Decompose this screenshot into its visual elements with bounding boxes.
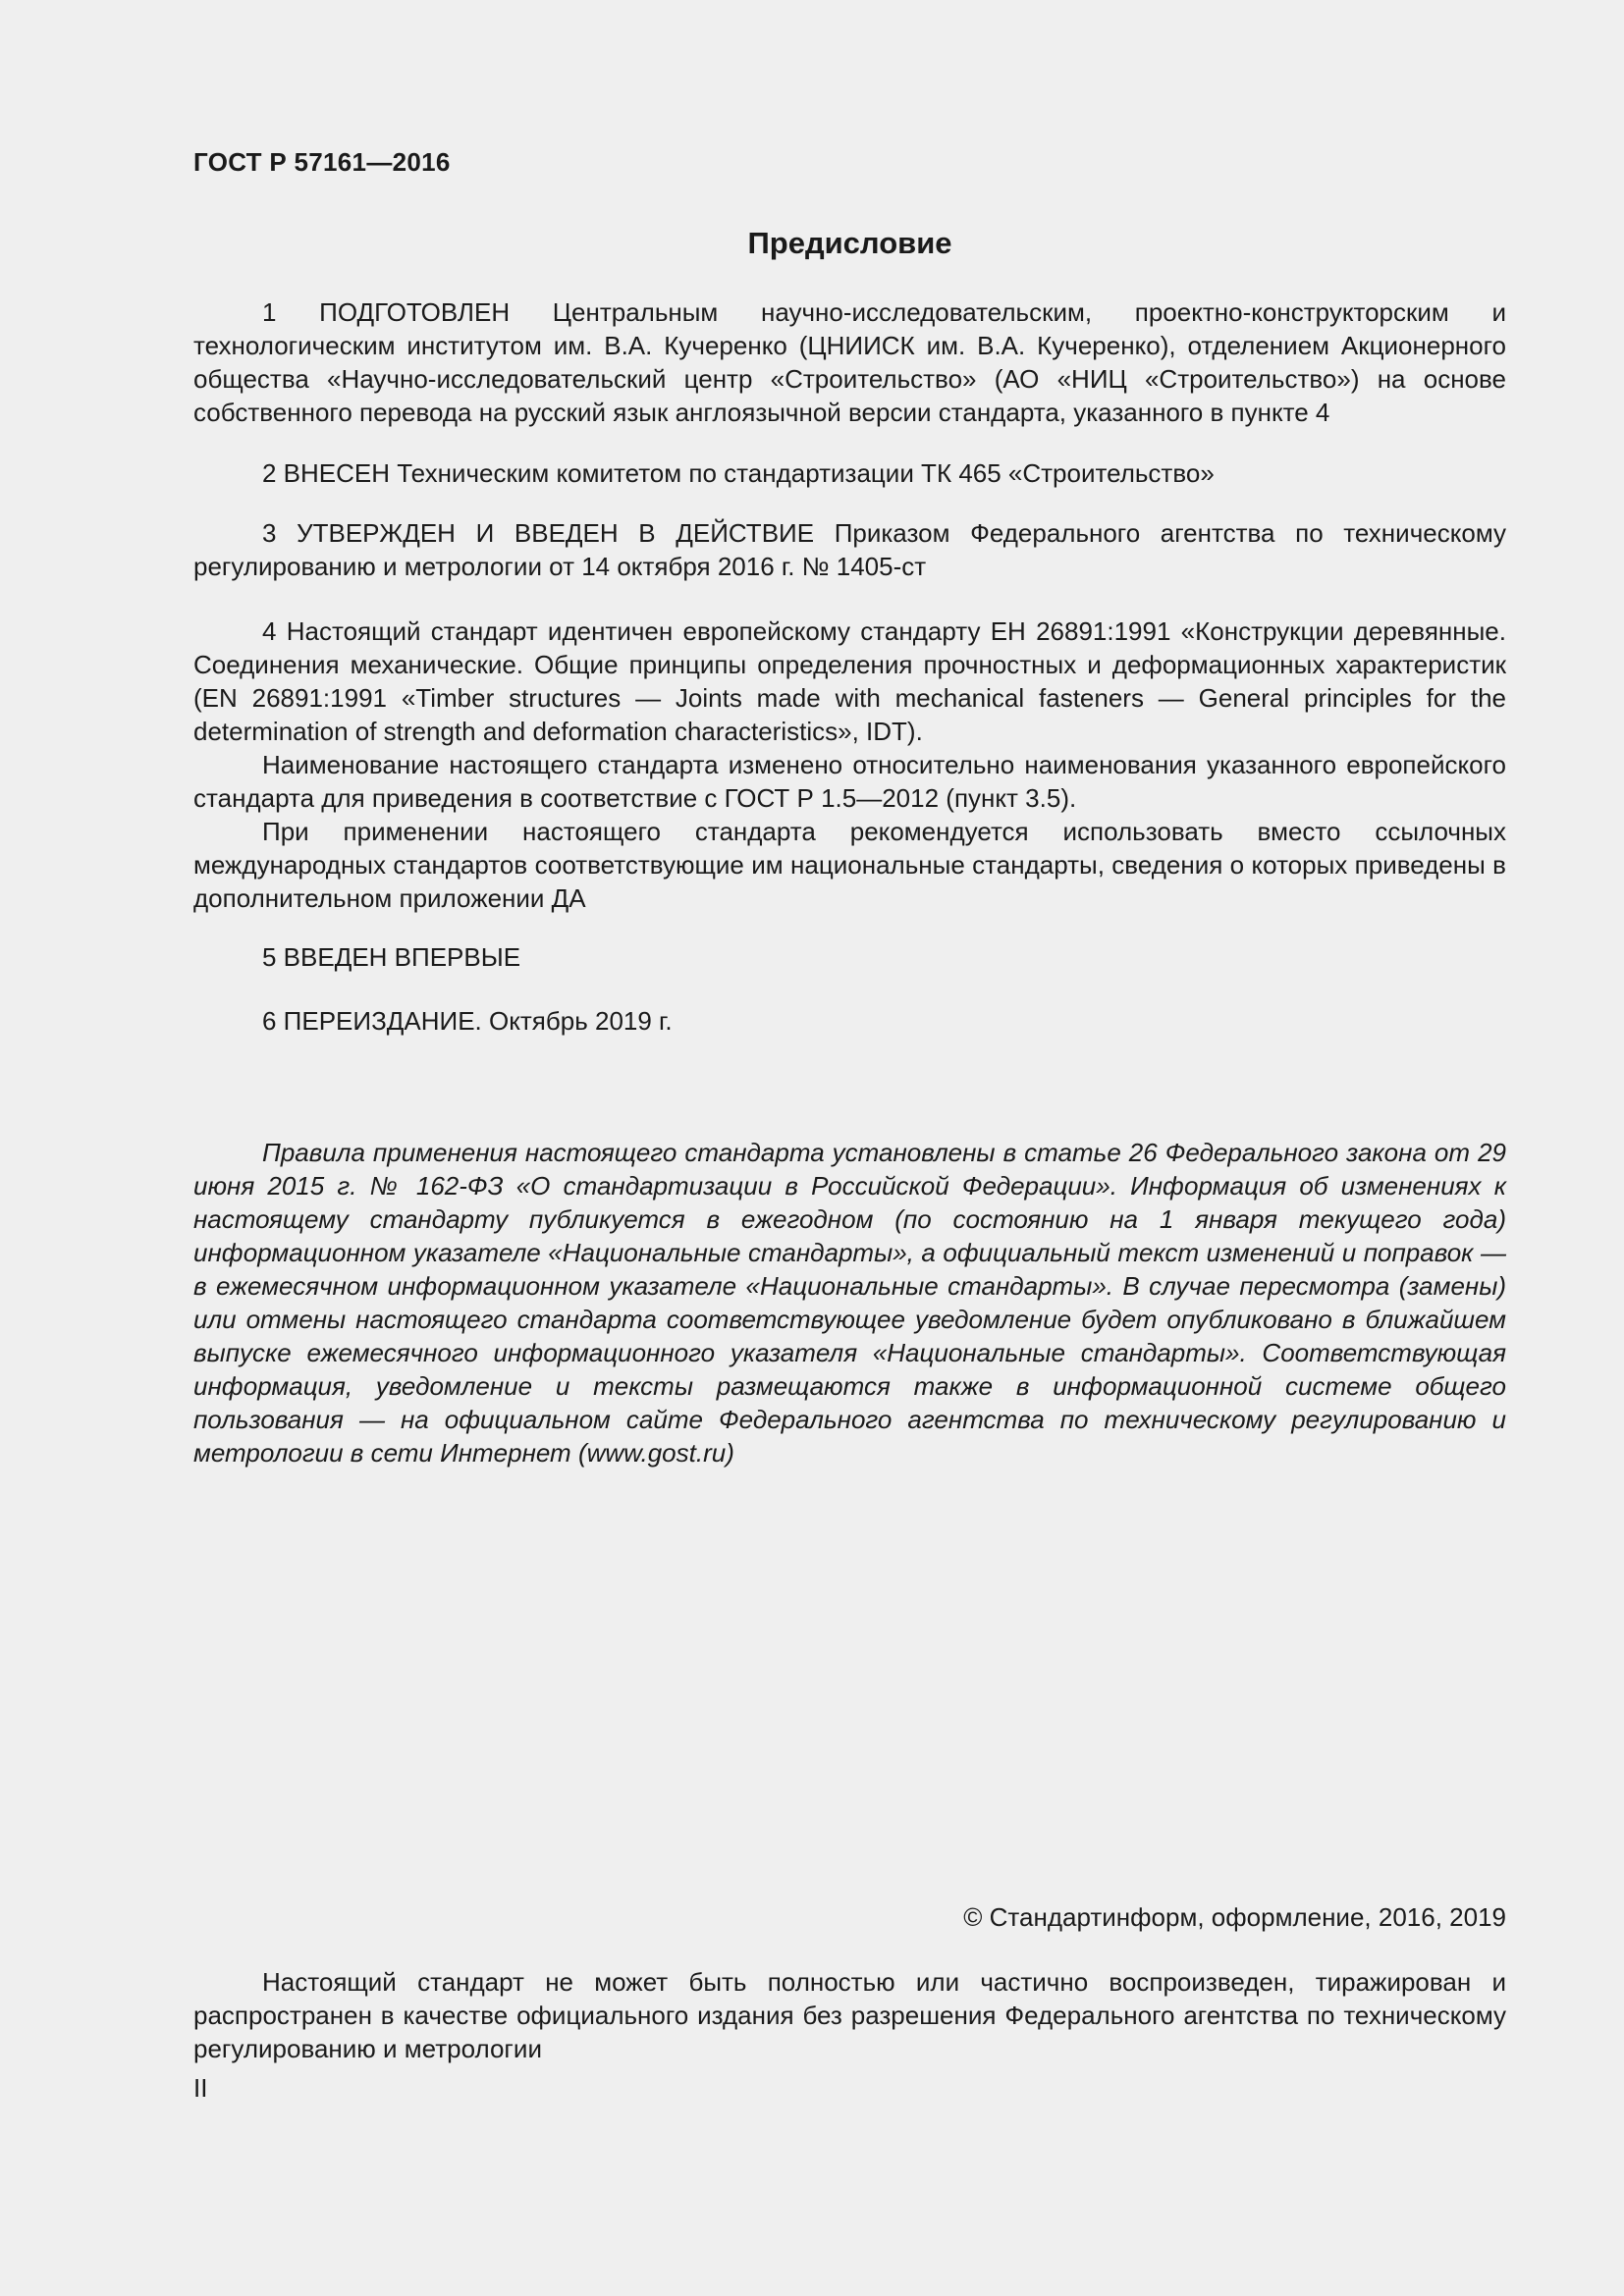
rules-notice [193, 1136, 1506, 1469]
copyright-line: © Стандартинформ, оформление, 2016, 2019 [963, 1902, 1506, 1932]
document-code: ГОСТ Р 57161—2016 [193, 147, 451, 177]
item-3-text: 3 УТВЕРЖДЕН И ВВЕДЕН В ДЕЙСТВИЕ Приказом Федерального агентства по техническому регулированию и метрологии от 14 октября 2016 г. № 1405-ст [193, 518, 1506, 581]
foreword-item-2 [193, 456, 1506, 490]
foreword-item-4 [193, 614, 1506, 915]
foreword-item-1 [193, 295, 1506, 429]
section-title: Предисловие [747, 226, 952, 260]
foreword-item-5 [193, 940, 1506, 974]
item-4-paragraph-2: Наименование настоящего стандарта изменено относительно наименования указанного европейского стандарта для приведения в соответствие с ГОСТ Р 1.5—2012 (пункт 3.5). [193, 750, 1506, 813]
foreword-item-3 [193, 516, 1506, 583]
document-page [193, 0, 1506, 2296]
item-6-text: 6 ПЕРЕИЗДАНИЕ. Октябрь 2019 г. [262, 1006, 673, 1036]
item-1-text: 1 ПОДГОТОВЛЕН Центральным научно-исследовательским, проектно-конструкторским и технологическим институтом им. В.А. Кучеренко (ЦНИИСК им. В.А. Кучеренко), отделением Акционерного общества «Научно-исследовательский центр «Строительство» (АО «НИЦ «Строительство») на основе собственного перевода на русский язык англоязычной версии стандарта, указанного в пункте 4 [193, 297, 1506, 427]
item-4-paragraph-3: При применении настоящего стандарта рекомендуется использовать вместо ссылочных международных стандартов соответствующие им национальные стандарты, сведения о которых приведены в дополнительном приложении ДА [193, 817, 1506, 913]
item-2-text: 2 ВНЕСЕН Техническим комитетом по стандартизации ТК 465 «Строительство» [262, 458, 1215, 488]
item-4-paragraph-1: 4 Настоящий стандарт идентичен европейскому стандарту ЕН 26891:1991 «Конструкции деревянные. Соединения механические. Общие принципы определения прочностных и деформационных характеристик (EN 26891:1991 «Timber structures — Joints made with mechanical fasteners — General principles for the determination of strength and deformation characteristics», IDT). [193, 616, 1506, 746]
reproduction-notice [193, 1965, 1506, 2065]
rules-notice-text: Правила применения настоящего стандарта установлены в статье 26 Федерального закона от 29 июня 2015 г. № 162-ФЗ «О стандартизации в Российской Федерации». Информация об изменениях к настоящему стандарту публикуется в ежегодном (по состоянию на 1 января текущего года) информационном указателе «Национальные стандарты», а официальный текст изменений и поправок — в ежемесячном информационном указателе «Национальные стандарты». В случае пересмотра (замены) или отмены настоящего стандарта соответствующее уведомление будет опубликовано в ближайшем выпуске ежемесячного информационного указателя «Национальные стандарты». Соответствующая информация, уведомление и тексты размещаются также в информационной системе общего пользования — на официальном сайте Федерального агентства по техническому регулированию и метрологии в сети Интернет (www.gost.ru) [193, 1138, 1506, 1468]
foreword-item-6 [193, 1004, 1506, 1038]
page-number: II [193, 2073, 208, 2103]
item-5-text: 5 ВВЕДЕН ВПЕРВЫЕ [262, 942, 521, 972]
reproduction-notice-text: Настоящий стандарт не может быть полностью или частично воспроизведен, тиражирован и распространен в качестве официального издания без разрешения Федерального агентства по техническому регулированию и метрологии [193, 1967, 1506, 2063]
